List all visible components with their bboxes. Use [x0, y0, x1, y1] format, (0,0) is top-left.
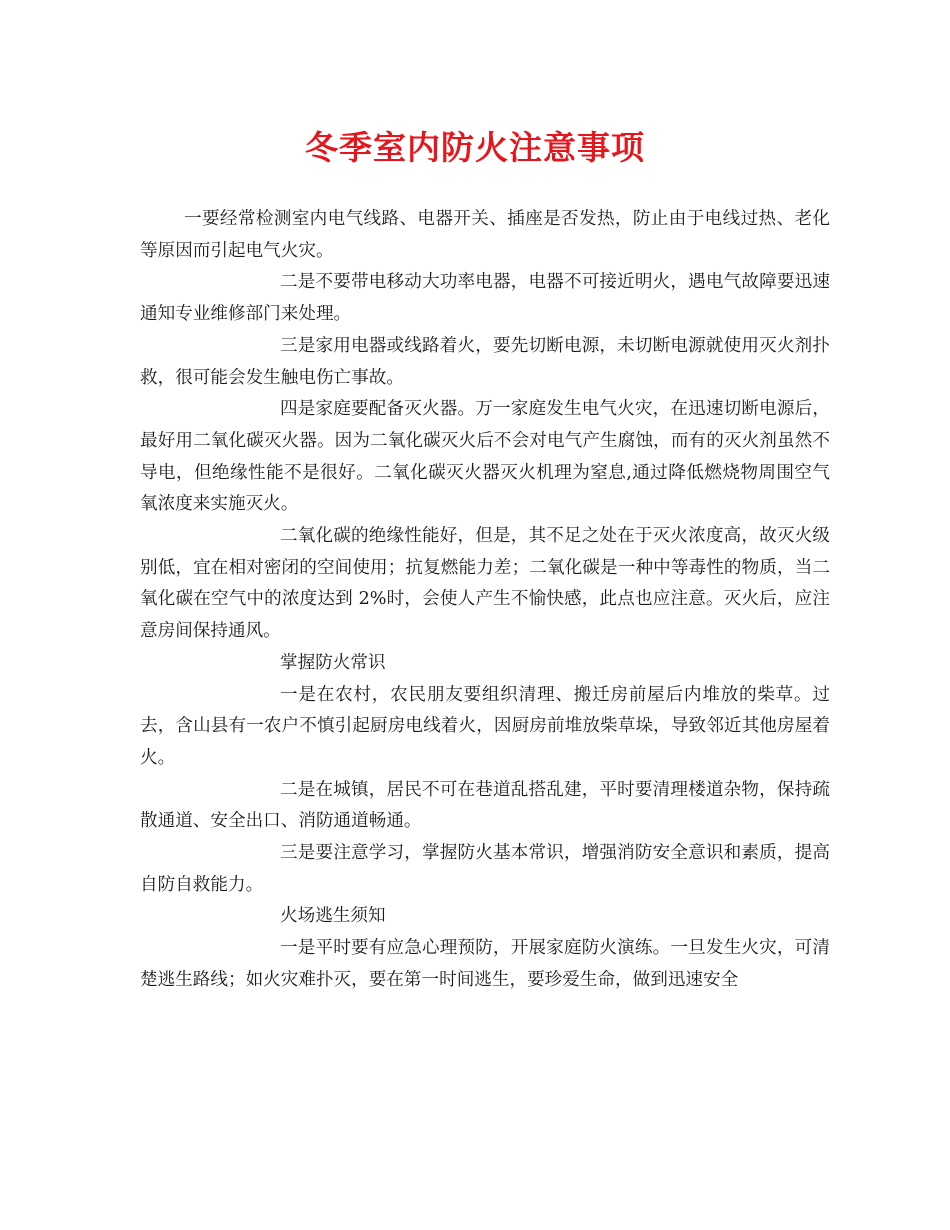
paragraph-5: 二氧化碳的绝缘性能好，但是，其不足之处在于灭火浓度高，故灭火级别低，宜在相对密闭的空间使用；抗复燃能力差；二氧化碳是一种中等毒性的物质，当二氧化碳在空气中的浓度达到 2%时，会使人产生不愉快感，此点也应注意。灭火后，应注意房间保持通风。 [140, 526, 830, 642]
paragraph-2: 二是不要带电移动大功率电器，电器不可接近明火，遇电气故障要迅速通知专业维修部门来处理。 [140, 272, 830, 325]
document-body [140, 204, 830, 997]
section-heading-fire-knowledge: 掌握防火常识 [280, 652, 386, 673]
paragraph-3: 三是家用电器或线路着火，要先切断电源，未切断电源就使用灭火剂扑救，很可能会发生触电伤亡事故。 [140, 335, 830, 388]
paragraph-4: 四是家庭要配备灭火器。万一家庭发生电气火灾，在迅速切断电源后，最好用二氧化碳灭火器。因为二氧化碳灭火后不会对电气产生腐蚀，而有的灭火剂虽然不导电，但绝缘性能不是很好。二氧化碳灭火器灭火机理为窒息,通过降低燃烧物周围空气氧浓度来实施灭火。 [140, 399, 830, 515]
paragraph-8: 三是要注意学习，掌握防火基本常识，增强消防安全意识和素质，提高自防自救能力。 [140, 843, 830, 895]
paragraph-7: 二是在城镇，居民不可在巷道乱搭乱建，平时要清理楼道杂物，保持疏散通道、安全出口、消防通道畅通。 [140, 779, 830, 832]
document-title: 冬季室内防火注意事项 [305, 128, 645, 167]
section-heading-escape: 火场逃生须知 [280, 906, 386, 927]
paragraph-1: 一要经常检测室内电气线路、电器开关、插座是否发热，防止由于电线过热、老化等原因而引起电气火灾。 [140, 209, 830, 261]
paragraph-9: 一是平时要有应急心理预防，开展家庭防火演练。一旦发生火灾，可清楚逃生路线；如火灾难扑灭，要在第一时间逃生，要珍爱生命，做到迅速安全 [140, 938, 830, 990]
paragraph-6: 一是在农村，农民朋友要组织清理、搬迁房前屋后内堆放的柴草。过去，含山县有一农户不慎引起厨房电线着火，因厨房前堆放柴草垛，导致邻近其他房屋着火。 [140, 684, 830, 768]
